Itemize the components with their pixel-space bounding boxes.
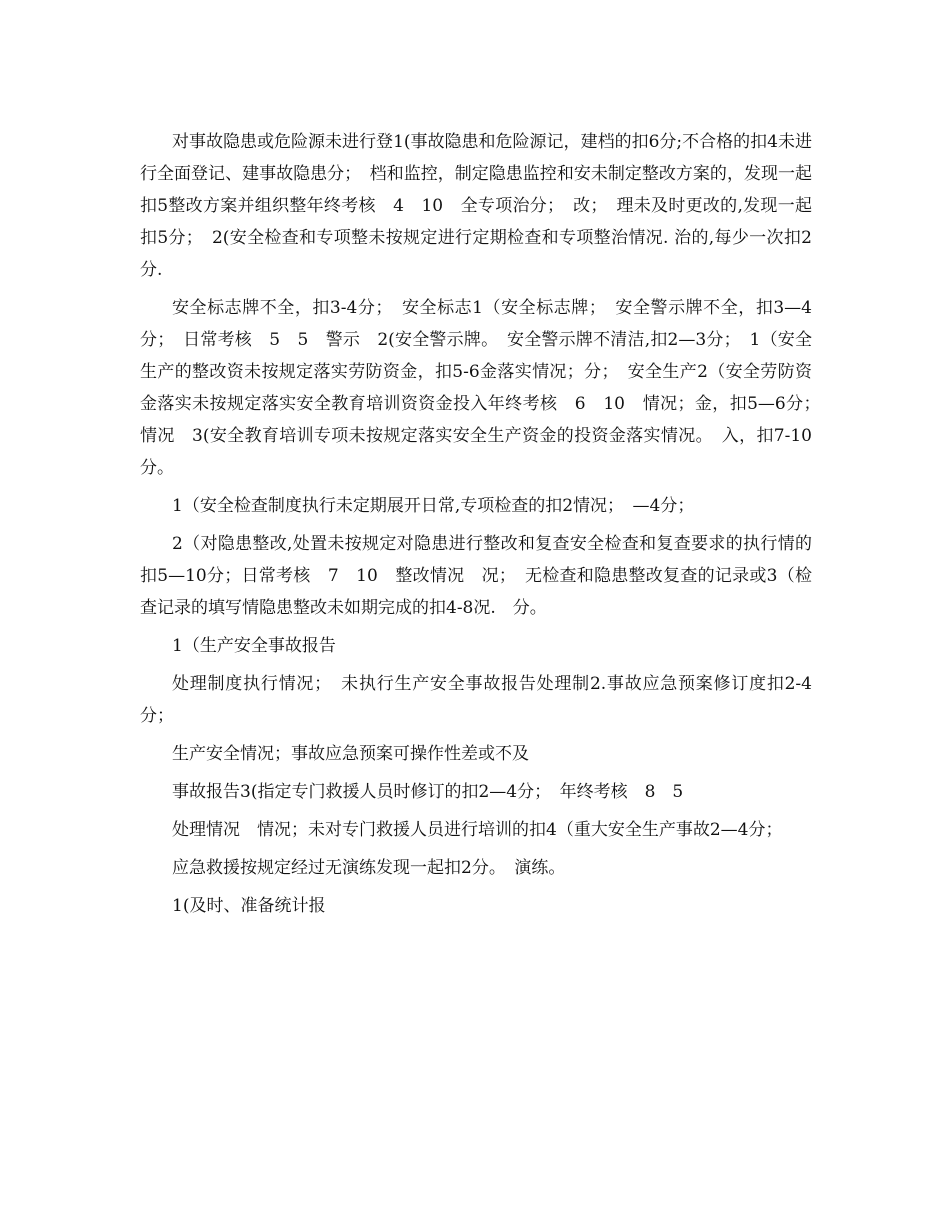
paragraph-statistics-report: 1(及时、准备统计报 — [172, 896, 326, 916]
paragraph-accident-report: 1（生产安全事故报告 — [172, 636, 336, 656]
paragraph-safety-signs-funds: 安全标志牌不全，扣3-4分； 安全标志1（安全标志牌； 安全警示牌不全，扣3—4分； 日常考核 5 5 警示 2(安全警示牌。 安全警示牌不清洁,扣2—3分； 1（安全生产的整改资未按规定落实劳防资金，扣5-6金落实情况；分； 安全生产2（安全劳防资金落实未按规定落实安全教育培训资资金投入年终考核 6 10 情况；金，扣5—6分； 情况 3(安全教育培训专项未按规定落实安全生产资金的投资金落实情况。 入，扣7-10分。 — [140, 298, 829, 478]
paragraph-rescue-training: 处理情况 情况；未对专门救援人员进行培训的扣4（重大安全生产事故2—4分； — [172, 820, 783, 840]
paragraph-emergency-drill: 应急救援按规定经过无演练发现一起扣2分。 演练。 — [172, 858, 566, 878]
paragraph-hazard-rectification: 2（对隐患整改,处置未按规定对隐患进行整改和复查安全检查和复查要求的执行情的扣5—10分；日常考核 7 10 整改情况 况； 无检查和隐患整改复查的记录或3（检查记录的填写情隐患整改未如期完成的扣4-8况. 分。 — [140, 534, 812, 618]
paragraph-inspection-system: 1（安全检查制度执行未定期展开日常,专项检查的扣2情况； —4分； — [172, 496, 695, 516]
paragraph-report-handling: 处理制度执行情况； 未执行生产安全事故报告处理制2.事故应急预案修订度扣2-4分； — [140, 674, 812, 726]
paragraph-hazard-registration: 对事故隐患或危险源未进行登1(事故隐患和危险源记，建档的扣6分;不合格的扣4未进行全面登记、建事故隐患分； 档和监控，制定隐患监控和安未制定整改方案的，发现一起扣5整改方案并组织整年终考核 4 10 全专项治分； 改； 理未及时更改的,发现一起扣5分； 2(安全检查和专项整未按规定进行定期检查和专项整治情况. 治的,每少一次扣2分. — [140, 132, 812, 280]
paragraph-emergency-plan: 生产安全情况；事故应急预案可操作性差或不及 — [172, 744, 529, 764]
paragraph-rescue-personnel: 事故报告3(指定专门救援人员时修订的扣2—4分； 年终考核 8 5 — [172, 782, 684, 802]
document-body — [140, 126, 829, 928]
